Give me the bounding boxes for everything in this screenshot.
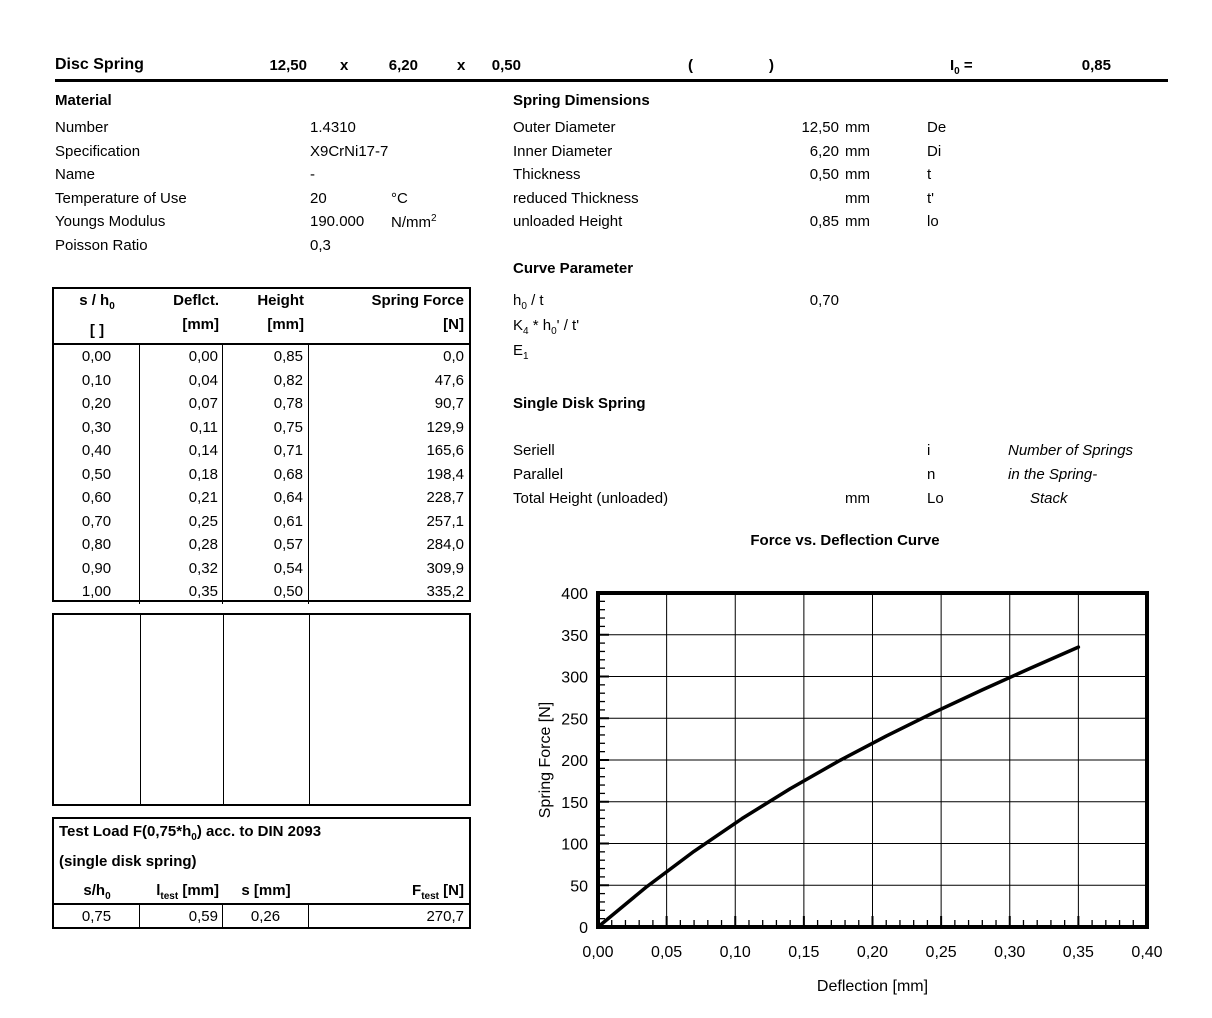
material-label: Poisson Ratio	[55, 236, 148, 254]
force-table-cell: 335,2	[426, 583, 464, 600]
header-paren-close: )	[769, 57, 774, 74]
force-table-cell: 0,35	[140, 580, 223, 604]
force-table-cell: 0,04	[140, 369, 223, 393]
single-disk-note: Number of Springs	[1008, 442, 1134, 459]
force-table-cell: 198,4	[426, 465, 464, 483]
y-axis-title: Spring Force [N]	[537, 701, 554, 819]
force-table-cell: 0,21	[140, 486, 223, 510]
force-table-cell: 0,75	[223, 416, 309, 440]
curve-parameter-label: $h_0$ / t	[513, 292, 544, 312]
dimension-label: reduced Thickness	[513, 189, 639, 207]
force-table-row	[54, 510, 469, 534]
force-table-cell: 0,71	[223, 439, 309, 463]
force-table-cell: 90,7	[434, 395, 464, 412]
force-table-body	[54, 345, 469, 604]
empty-table-divider	[140, 615, 141, 804]
dimension-value: 6,20	[809, 142, 839, 160]
force-table-header	[54, 289, 469, 345]
dimension-label: Outer Diameter	[513, 119, 616, 136]
dimension-unit: mm	[845, 142, 870, 160]
force-table-cell: 0,70	[54, 510, 140, 534]
force-table-cell: 0,32	[140, 557, 223, 581]
dimension-symbol: t	[927, 166, 932, 183]
material-unit: $N/mm^2$	[391, 213, 437, 231]
dimension-label: unloaded Height	[513, 213, 623, 230]
force-deflection-table	[52, 287, 471, 602]
force-table-cell: 0,50	[54, 463, 140, 487]
force-table-cell: 0,07	[140, 392, 223, 416]
dimension-value: 0,50	[809, 166, 839, 183]
dimension-symbol: Di	[927, 142, 942, 160]
force-table-cell: 0,0	[443, 348, 464, 365]
force-table-cell: 0,54	[223, 557, 309, 581]
force-table-row	[54, 439, 469, 463]
force-table-cell: 0,50	[223, 580, 309, 604]
single-disk-note: Stack	[1030, 490, 1068, 507]
force-table-cell: 0,78	[223, 392, 309, 416]
material-label: Specification	[55, 142, 141, 160]
force-table-cell: 129,9	[426, 418, 464, 436]
y-tick-label: 0	[579, 920, 588, 937]
force-table-cell: 0,18	[140, 463, 223, 487]
material-value: -	[310, 166, 315, 183]
material-value: 20	[310, 189, 327, 207]
single-disk-note: in the Spring-	[1008, 466, 1098, 483]
material-label: Youngs Modulus	[55, 213, 166, 230]
header-thickness-value: 0,50	[491, 57, 521, 74]
curve-parameter-value: 0,70	[809, 292, 839, 309]
test-load-title: Test Load $F(0,75*h_0)$ acc. to DIN 2093	[59, 823, 322, 843]
force-table-cell: 0,14	[140, 439, 223, 463]
force-table-cell: 0,20	[54, 392, 140, 416]
x-tick-label: 0,10	[719, 944, 751, 961]
header-divider	[55, 79, 1168, 82]
y-tick-label: 350	[561, 627, 588, 645]
material-value: 1.4310	[310, 119, 356, 136]
force-table-cell: 284,0	[426, 536, 464, 553]
force-table-cell: 0,68	[223, 463, 309, 487]
force-table-column-header: s / $h_0$ [ ]	[79, 292, 115, 339]
force-table-cell: 0,60	[54, 486, 140, 510]
y-tick-label: 300	[561, 669, 588, 687]
x-tick-label: 0,05	[651, 944, 683, 961]
y-tick-label: 100	[561, 836, 588, 854]
x-axis-title: Deflection [mm]	[816, 978, 929, 995]
header-separator-x2: x	[457, 57, 466, 74]
force-table-row	[54, 580, 469, 604]
y-tick-label: 50	[570, 878, 588, 896]
force-table-cell: 47,6	[434, 371, 464, 389]
empty-table	[52, 613, 471, 806]
force-table-cell: 228,7	[426, 489, 464, 506]
empty-table-divider	[223, 615, 224, 804]
material-label: Number	[55, 119, 109, 136]
curve-parameter-label: $E_1$	[513, 342, 529, 362]
force-table-cell: 1,00	[54, 580, 140, 604]
y-tick-label: 250	[561, 711, 588, 729]
header-outer-diameter-value: 12,50	[269, 57, 307, 74]
x-tick-label: 0,15	[788, 944, 820, 961]
y-tick-label: 150	[561, 794, 588, 812]
x-tick-label: 0,00	[582, 944, 614, 961]
test-load-column-header: $l_{test}$ [mm]	[156, 882, 219, 902]
header-separator-x1: x	[340, 57, 349, 74]
force-table-row	[54, 416, 469, 440]
x-tick-label: 0,35	[1062, 944, 1094, 961]
force-table-row	[54, 533, 469, 557]
dimension-unit: mm	[845, 189, 870, 207]
material-label: Temperature of Use	[55, 189, 187, 207]
force-table-cell: 0,82	[223, 369, 309, 393]
test-load-column-header: $s/h_0$	[83, 882, 111, 902]
x-tick-label: 0,25	[925, 944, 957, 961]
header-inner-diameter-value: 6,20	[388, 57, 418, 74]
material-value: X9CrNi17-7	[310, 142, 389, 160]
material-value: 190.000	[310, 213, 365, 230]
force-table-cell: 0,11	[140, 416, 223, 440]
dimension-symbol: lo	[927, 213, 939, 230]
single-disk-unit: mm	[845, 490, 870, 507]
dimension-unit: mm	[845, 213, 870, 230]
force-table-row	[54, 392, 469, 416]
force-table-column-header: Spring Force [N]	[371, 292, 464, 333]
dimension-symbol: De	[927, 119, 947, 136]
force-deflection-chart	[520, 580, 1200, 1010]
force-table-cell: 0,00	[140, 345, 223, 369]
dimension-label: Thickness	[513, 166, 581, 183]
page-title: Disc Spring	[55, 56, 144, 73]
single-disk-label: Parallel	[513, 466, 564, 483]
force-table-cell: 0,10	[54, 369, 140, 393]
test-load-subtitle: (single disk spring)	[59, 853, 197, 870]
test-load-row	[54, 903, 469, 929]
x-tick-label: 0,30	[994, 944, 1026, 961]
curve-parameter-label: $K_4 * h_0'$ / t'	[513, 317, 580, 337]
force-table-column-header: Height [mm]	[257, 292, 304, 333]
spring-dimensions-heading: Spring Dimensions	[513, 92, 650, 109]
dimension-label: Inner Diameter	[513, 142, 613, 160]
test-load-cell: 0,59	[140, 905, 223, 929]
force-table-cell: 0,85	[223, 345, 309, 369]
dimension-symbol: t'	[927, 189, 935, 207]
force-table-cell: 165,6	[426, 442, 464, 459]
chart-title: Force vs. Deflection Curve	[750, 532, 940, 549]
material-heading: Material	[55, 92, 112, 109]
single-disk-spring-heading: Single Disk Spring	[513, 395, 646, 412]
single-disk-symbol: n	[927, 466, 936, 483]
test-load-table	[52, 817, 471, 929]
force-table-row	[54, 557, 469, 581]
header-l0-value: 0,85	[1081, 57, 1111, 74]
force-table-cell: 0,90	[54, 557, 140, 581]
y-tick-label: 200	[561, 753, 588, 770]
dimension-unit: mm	[845, 119, 870, 136]
force-table-cell: 0,80	[54, 533, 140, 557]
force-table-cell: 309,9	[426, 559, 464, 577]
force-table-cell: 0,00	[54, 345, 140, 369]
dimension-value: 12,50	[801, 119, 839, 136]
force-table-row	[54, 486, 469, 510]
force-table-cell: 0,64	[223, 486, 309, 510]
x-tick-label: 0,40	[1131, 944, 1163, 961]
curve-parameter-heading: Curve Parameter	[513, 260, 634, 277]
force-table-cell: 0,61	[223, 510, 309, 534]
material-label: Name	[55, 166, 96, 183]
material-unit: °C	[391, 189, 408, 207]
single-disk-symbol: Lo	[927, 490, 944, 507]
dimension-value: 0,85	[809, 213, 839, 230]
header-paren-open: (	[688, 57, 693, 74]
force-table-cell: 257,1	[426, 512, 464, 530]
single-disk-label: Total Height (unloaded)	[513, 490, 669, 507]
force-table-cell: 0,25	[140, 510, 223, 534]
test-load-column-header: $F_{test}$ [N]	[412, 882, 464, 902]
empty-table-divider	[309, 615, 310, 804]
test-load-cell: 270,7	[426, 908, 464, 925]
force-table-cell: 0,30	[54, 416, 140, 440]
single-disk-label: Seriell	[513, 442, 555, 459]
test-load-cell: 0,75	[54, 905, 140, 929]
header-l0-label: $I_0$ =	[950, 57, 973, 77]
force-table-row	[54, 345, 469, 369]
dimension-unit: mm	[845, 166, 870, 183]
force-table-cell: 0,40	[54, 439, 140, 463]
material-value: 0,3	[310, 236, 331, 254]
y-tick-label: 400	[561, 586, 588, 603]
test-load-cell: 0,26	[223, 905, 309, 929]
x-tick-label: 0,20	[856, 944, 889, 961]
force-table-column-header: Deflct. [mm]	[173, 292, 219, 333]
single-disk-symbol: i	[927, 442, 931, 459]
force-table-cell: 0,57	[223, 533, 309, 557]
force-table-row	[54, 463, 469, 487]
test-load-column-header: s [mm]	[241, 882, 291, 899]
force-table-row	[54, 369, 469, 393]
force-table-cell: 0,28	[140, 533, 223, 557]
